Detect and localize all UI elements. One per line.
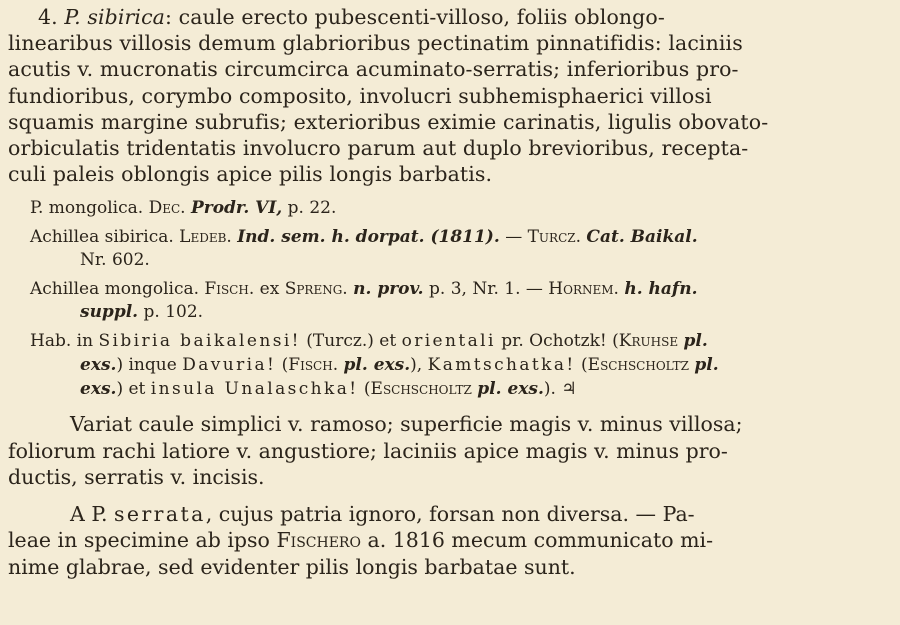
description-line-1: : caule erecto pubescenti-villoso, foliis oblongo- xyxy=(164,5,665,29)
variat-line-1: Variat caule simplici v. ramoso; superficie magis v. minus villosa; xyxy=(70,412,743,437)
synonym-name: Achillea mongolica. xyxy=(30,279,200,300)
perennial-symbol: ♃ xyxy=(561,378,577,399)
synonym-work: h. hafn. xyxy=(624,279,698,300)
synonym-author: Fisch. xyxy=(204,279,255,300)
serrata-line-2a: leae in specimine ab ipso xyxy=(8,528,270,553)
habitat-text: ) inque xyxy=(116,355,177,376)
habitat-work: pl. xyxy=(694,355,719,376)
habitat-text: ) et xyxy=(116,378,146,399)
habitat-work: pl. exs. xyxy=(343,355,411,376)
habitat-line-3 xyxy=(30,378,892,402)
serrata-line-3: nime glabrae, sed evidenter pilis longis barbatae sunt. xyxy=(8,554,576,579)
habitat-text: ), xyxy=(410,355,423,376)
habitat-collector: Eschscholtz xyxy=(587,355,689,376)
synonym-author: Dec. xyxy=(148,198,186,219)
habitat-work: exs. xyxy=(80,378,117,399)
variat-paragraph xyxy=(8,411,892,491)
description-line-7: culi paleis oblongis apice pilis longis barbatis. xyxy=(8,162,493,187)
habitat-collector: Eschscholtz xyxy=(370,378,472,399)
synonym-dash: — xyxy=(525,279,543,300)
habitat-line-2 xyxy=(30,354,892,378)
synonym-continuation xyxy=(30,301,892,324)
habitat-text: ( xyxy=(581,355,588,376)
synonym-name: Achillea sibirica. xyxy=(30,227,174,248)
species-name: P. sibirica xyxy=(64,5,165,29)
description-line-3: acutis v. mucronatis circumcirca acuminato-serratis; inferioribus pro- xyxy=(8,57,739,82)
synonym-ref: p. 22. xyxy=(287,198,337,219)
habitat-text: ( xyxy=(281,355,289,376)
habitat-text: (Turcz.) et xyxy=(306,331,397,352)
synonym-dash: — xyxy=(505,227,523,248)
synonym-author: Hornem. xyxy=(548,279,619,300)
synonym-ex: ex xyxy=(259,279,280,300)
habitat-text: ( xyxy=(363,378,371,399)
serrata-line-1: , cujus patria ignoro, forsan non diversa. — Pa- xyxy=(205,501,695,526)
description-line-4: fundioribus, corymbo composito, involucri subhemisphaerici villosi xyxy=(8,83,712,108)
species-number: 4. xyxy=(38,5,58,29)
synonym-2 xyxy=(8,226,892,272)
description-line-5: squamis margine subrufis; exterioribus eximie carinatis, ligulis obovato- xyxy=(8,109,769,134)
synonym-ref: p. 3, Nr. 1. xyxy=(429,279,521,300)
synonym-name: P. mongolica. xyxy=(30,198,144,219)
synonym-author: Spreng. xyxy=(284,279,348,300)
description-line-2: linearibus villosis demum glabrioribus pectinatim pinnatifidis: laciniis xyxy=(8,31,743,56)
serrata-name: serrata xyxy=(114,501,206,526)
habitat-locality: Kamtschatka! xyxy=(427,355,576,376)
synonym-work: Ind. sem. h. dorpat. (1811). xyxy=(237,227,500,248)
habitat-text: ). xyxy=(543,378,556,399)
synonym-author: Turcz. xyxy=(527,227,582,248)
habitat-collector: Fisch. xyxy=(288,355,339,376)
habitat xyxy=(8,330,892,401)
description-line-6: orbiculatis tridentatis involucro parum aut duplo brevioribus, recepta- xyxy=(8,136,749,161)
serrata-lead: A P. xyxy=(70,501,108,526)
synonym-author: Ledeb. xyxy=(179,227,232,248)
habitat-locality: orientali xyxy=(401,331,496,352)
habitat-work: pl. xyxy=(683,331,708,352)
serrata-collector: Fischero xyxy=(276,528,361,553)
synonym-work: Cat. Baikal. xyxy=(586,227,698,248)
habitat-text: Hab. in xyxy=(30,331,94,352)
serrata-paragraph xyxy=(8,501,892,581)
habitat-locality: Sibiria baikalensi! xyxy=(98,331,301,352)
habitat-text: pr. Ochotzk! ( xyxy=(501,331,619,352)
species-description xyxy=(8,4,892,187)
synonym-3 xyxy=(8,278,892,324)
variat-line-2: foliorum rachi latiore v. angustiore; laciniis apice magis v. minus pro- xyxy=(8,438,728,463)
habitat-collector: Kruhse xyxy=(618,331,679,352)
synonym-ref: p. 102. xyxy=(143,302,204,323)
synonym-work: Prodr. VI, xyxy=(190,198,283,219)
variat-line-3: ductis, serratis v. incisis. xyxy=(8,465,265,490)
habitat-work: exs. xyxy=(80,355,117,376)
synonym-work: suppl. xyxy=(80,302,139,323)
serrata-line-2b: a. 1816 mecum communicato mi- xyxy=(367,528,714,553)
synonym-ref: Nr. 602. xyxy=(80,250,150,271)
synonym-1 xyxy=(8,197,892,220)
habitat-work: pl. exs. xyxy=(477,378,544,399)
synonym-work: n. prov. xyxy=(353,279,424,300)
habitat-locality: insula Unalaschka! xyxy=(150,378,359,399)
habitat-locality: Davuria! xyxy=(182,355,277,376)
